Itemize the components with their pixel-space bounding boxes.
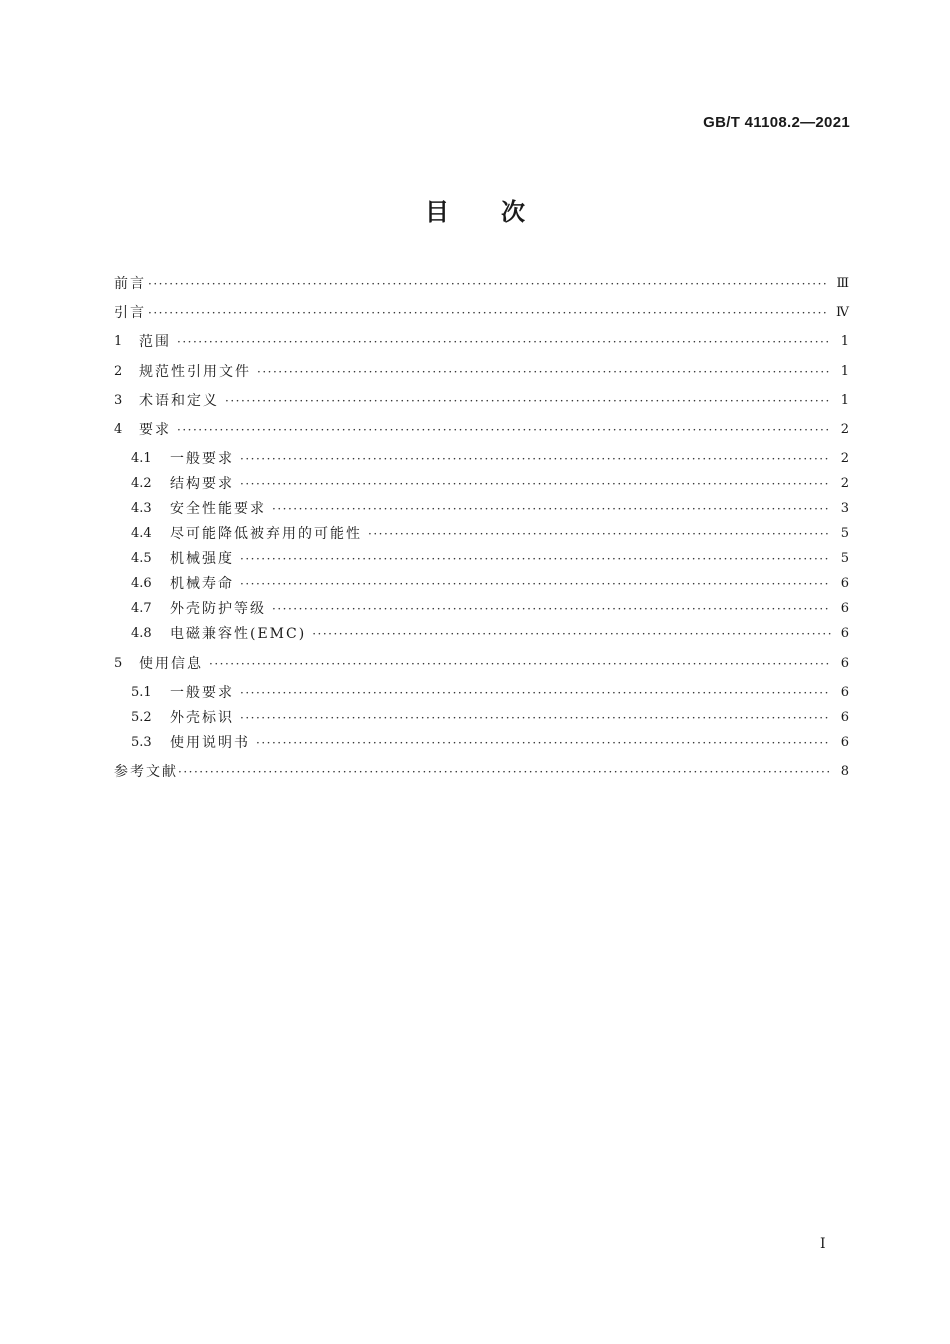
- toc-entry[interactable]: [131, 680, 849, 706]
- toc-page: 6: [840, 685, 849, 700]
- toc-page: 6: [840, 735, 849, 750]
- toc-label: 术语和定义: [139, 393, 219, 409]
- toc-leader: [209, 651, 831, 677]
- toc-entry[interactable]: [114, 388, 849, 414]
- toc-label: 一般要求: [170, 451, 234, 467]
- toc-leader: [257, 359, 831, 385]
- toc-number: 5.2: [131, 710, 152, 725]
- toc-leader: [368, 521, 831, 547]
- toc-label: 一般要求: [170, 685, 234, 701]
- toc-page: 8: [840, 764, 849, 779]
- toc-entry[interactable]: [131, 596, 849, 622]
- toc-leader: [240, 571, 831, 597]
- toc-entry[interactable]: [114, 651, 849, 677]
- toc-number: 4.8: [131, 626, 152, 641]
- toc-page: 5: [840, 526, 849, 541]
- toc-leader: [225, 388, 831, 414]
- toc-label: 规范性引用文件: [139, 364, 251, 380]
- toc-leader: [256, 730, 831, 756]
- toc-page: 3: [840, 501, 849, 516]
- toc-label: 范围: [139, 334, 171, 350]
- toc-leader: [240, 546, 831, 572]
- toc-label: 引言: [114, 305, 146, 321]
- toc-page: Ⅳ: [836, 305, 849, 320]
- toc-entry[interactable]: [131, 621, 849, 647]
- toc-number: 5.3: [131, 735, 152, 750]
- toc-label: 尽可能降低被弃用的可能性: [170, 526, 362, 542]
- toc-label: 机械强度: [170, 551, 234, 567]
- toc-label: 外壳防护等级: [170, 601, 266, 617]
- toc-leader: [240, 471, 831, 497]
- toc-entry[interactable]: [131, 730, 849, 756]
- toc-page: 2: [840, 422, 849, 437]
- toc-entry[interactable]: [131, 521, 849, 547]
- toc-leader: [240, 446, 831, 472]
- toc-label: 安全性能要求: [170, 501, 266, 517]
- toc-leader: [148, 300, 828, 326]
- toc-label: 结构要求: [170, 476, 234, 492]
- toc-number: 5.1: [131, 685, 152, 700]
- standard-code: GB/T 41108.2—2021: [703, 114, 850, 131]
- toc-leader: [148, 271, 828, 297]
- toc-label: 机械寿命: [170, 576, 234, 592]
- toc-label: 外壳标识: [170, 710, 234, 726]
- toc-entry[interactable]: [114, 359, 849, 385]
- toc-page: Ⅲ: [836, 276, 849, 291]
- toc-page: 6: [840, 576, 849, 591]
- toc-number: 3: [114, 393, 123, 408]
- toc-entry[interactable]: [131, 496, 849, 522]
- toc-label: 电磁兼容性(EMC): [170, 626, 307, 642]
- toc-entry[interactable]: [114, 329, 849, 355]
- toc-leader: [178, 759, 831, 785]
- toc-entry[interactable]: [114, 417, 849, 443]
- toc-label: 使用信息: [139, 656, 203, 672]
- toc-entry[interactable]: [131, 471, 849, 497]
- toc-entry[interactable]: [131, 571, 849, 597]
- toc-number: 4.4: [131, 526, 152, 541]
- toc-leader: [177, 329, 831, 355]
- toc-number: 4.1: [131, 451, 152, 466]
- toc-number: 4.6: [131, 576, 152, 591]
- toc-number: 4.3: [131, 501, 152, 516]
- toc-page: 2: [840, 476, 849, 491]
- toc-entry[interactable]: [114, 759, 849, 785]
- toc-leader: [240, 680, 831, 706]
- toc-page: 1: [840, 364, 849, 379]
- toc-number: 5: [114, 656, 123, 671]
- toc-entry[interactable]: [114, 300, 849, 326]
- toc-label: 使用说明书: [170, 735, 250, 751]
- toc-label: 参考文献: [114, 764, 178, 780]
- toc-leader: [272, 496, 831, 522]
- toc-page: 2: [840, 451, 849, 466]
- page-number: Ⅰ: [820, 1236, 826, 1252]
- toc-leader: [312, 621, 831, 647]
- toc-number: 2: [114, 364, 123, 379]
- toc-entry[interactable]: [131, 705, 849, 731]
- toc-entry[interactable]: [131, 546, 849, 572]
- toc-page: 1: [840, 393, 849, 408]
- toc-entry[interactable]: [114, 271, 849, 297]
- toc-page: 1: [840, 334, 849, 349]
- toc-leader: [272, 596, 831, 622]
- toc-page: 6: [840, 626, 849, 641]
- toc-page: 6: [840, 710, 849, 725]
- toc-entry[interactable]: [131, 446, 849, 472]
- toc-leader: [177, 417, 831, 443]
- toc-page: 6: [840, 656, 849, 671]
- page-title: 目次: [425, 198, 577, 226]
- toc-number: 1: [114, 334, 123, 349]
- toc-number: 4.7: [131, 601, 152, 616]
- toc-number: 4.2: [131, 476, 152, 491]
- toc-leader: [240, 705, 831, 731]
- toc-number: 4.5: [131, 551, 152, 566]
- toc-page: 5: [840, 551, 849, 566]
- toc-label: 要求: [139, 422, 171, 438]
- toc-page: 6: [840, 601, 849, 616]
- toc-number: 4: [114, 422, 123, 437]
- toc-label: 前言: [114, 276, 146, 292]
